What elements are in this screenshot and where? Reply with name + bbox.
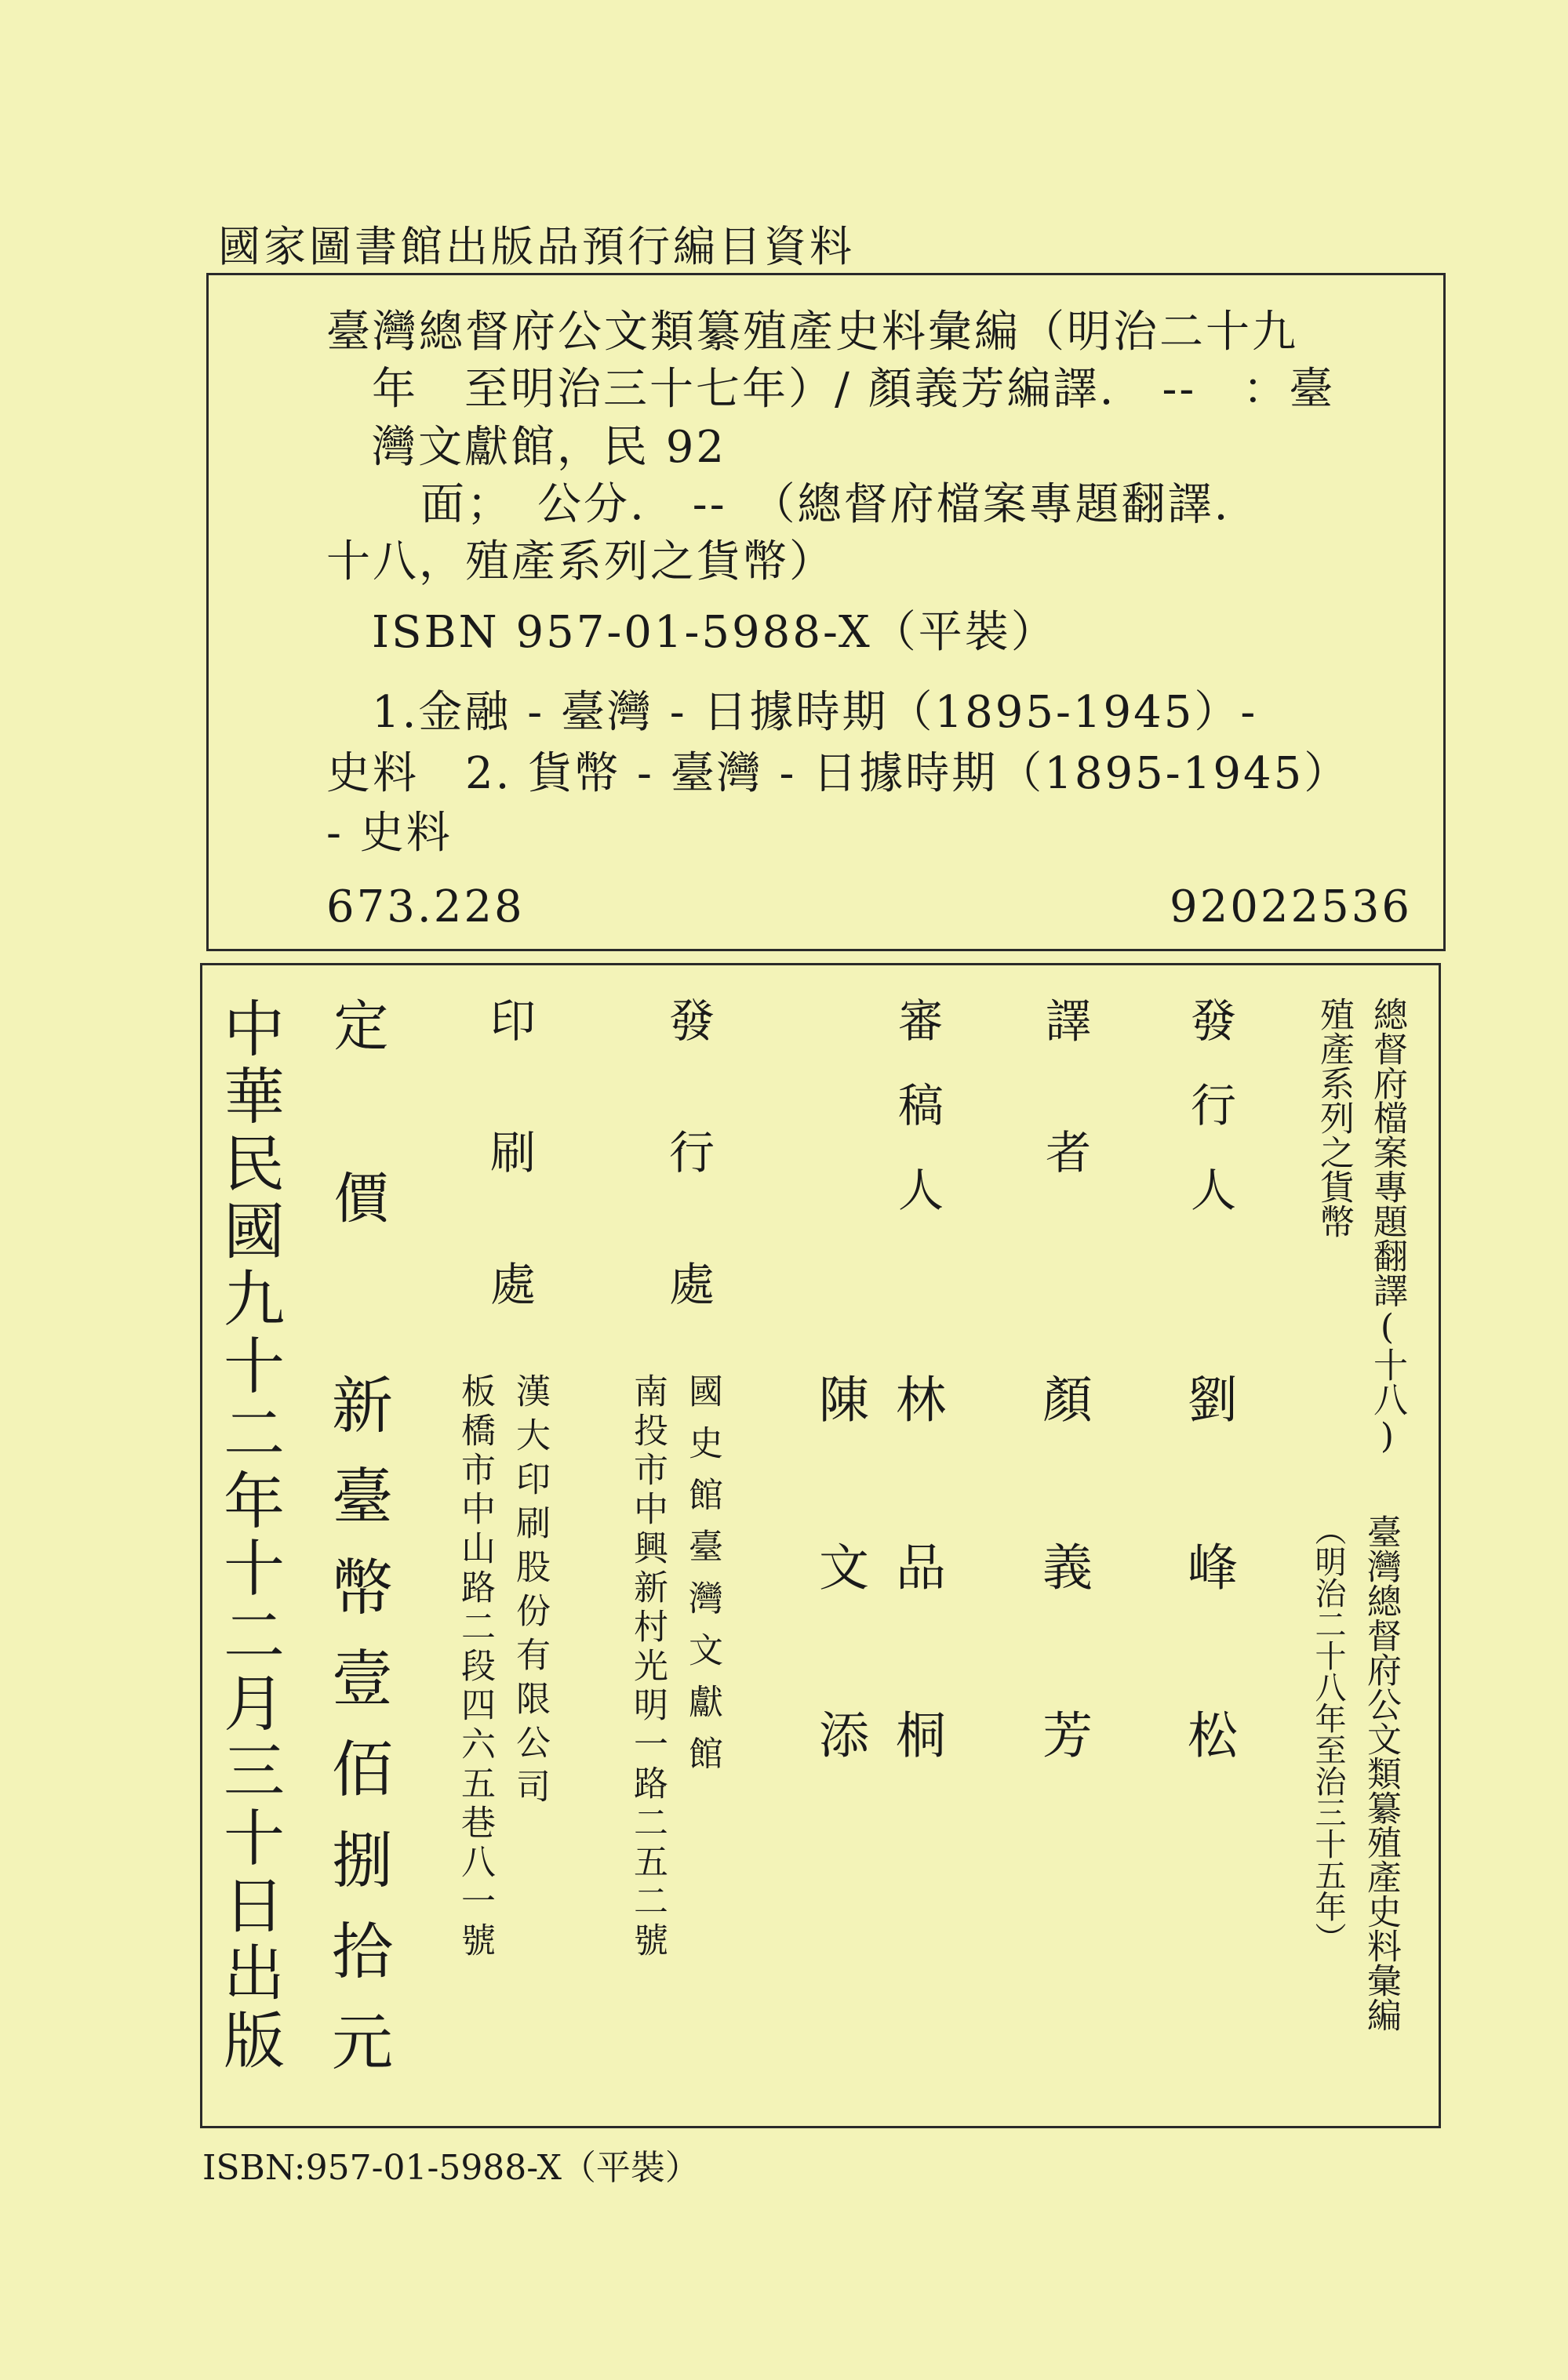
price-label: 定價	[325, 997, 389, 1342]
publication-date: 中華民國九十二年十二月三十日出版	[213, 997, 284, 2076]
cip-line-subject-3: - 史料	[326, 808, 453, 859]
cip-record-number: 92022536	[1169, 881, 1412, 932]
translator-name: 顏義芳	[1034, 1373, 1092, 1877]
cip-line-4: 面； 公分. -- （總督府檔案專題翻譯.	[420, 479, 1231, 530]
footer-isbn: ISBN:957-01-5988-X（平裝）	[202, 2148, 700, 2188]
publisher-person: 劉峰松	[1179, 1373, 1237, 1877]
printer-label: 印刷處	[482, 997, 536, 1392]
printer-name: 漢大印刷股份有限公司	[510, 1373, 550, 1812]
publisher-name: 國史館臺灣文獻館	[682, 1373, 722, 1787]
reviewer-1: 林品桐	[887, 1373, 945, 1877]
printer-address: 板橋市中山路二段四六五巷八一號	[455, 1373, 495, 1961]
book-title: 臺灣總督府公文類纂殖產史料彙編	[1361, 1514, 1401, 2032]
book-years: （明治二十八年至治三十五年）	[1310, 1514, 1346, 1953]
publisher-label: 發行處	[661, 997, 715, 1392]
publisher-person-label: 發行人	[1183, 997, 1236, 1251]
cip-line-subject-1: 1.金融 - 臺灣 - 日據時期（1895-1945）-	[372, 687, 1258, 738]
cip-line-isbn: ISBN 957-01-5988-X（平裝）	[372, 607, 1057, 658]
price-value: 新臺幣壹佰捌拾元	[322, 1373, 392, 2101]
imprint-box	[200, 963, 1441, 2128]
series-subtitle: 殖產系列之貨幣	[1314, 997, 1354, 1238]
cip-line-5: 十八，殖產系列之貨幣）	[326, 536, 835, 587]
reviewer-2: 陳文添	[810, 1373, 868, 1877]
cip-line-1: 臺灣總督府公文類纂殖產史料彙編（明治二十九	[326, 307, 1298, 358]
cip-heading: 國家圖書館出版品預行編目資料	[218, 222, 855, 271]
publisher-address: 南投市中興新村光明一路二五二號	[628, 1373, 668, 1961]
cip-line-2: 年 至明治三十七年）/ 顏義芳編譯. -- ：臺	[372, 364, 1336, 415]
cip-line-3: 灣文獻館，民 92	[372, 422, 727, 473]
reviewers-label: 審稿人	[890, 997, 944, 1251]
cip-record-box	[206, 273, 1446, 951]
series-title: 總督府檔案專題翻譯(十八)	[1367, 997, 1407, 1456]
cip-line-subject-2: 史料 2. 貨幣 - 臺灣 - 日據時期（1895-1945）	[326, 748, 1351, 799]
cip-class-number: 673.228	[326, 881, 525, 932]
translator-label: 譯者	[1038, 997, 1091, 1260]
